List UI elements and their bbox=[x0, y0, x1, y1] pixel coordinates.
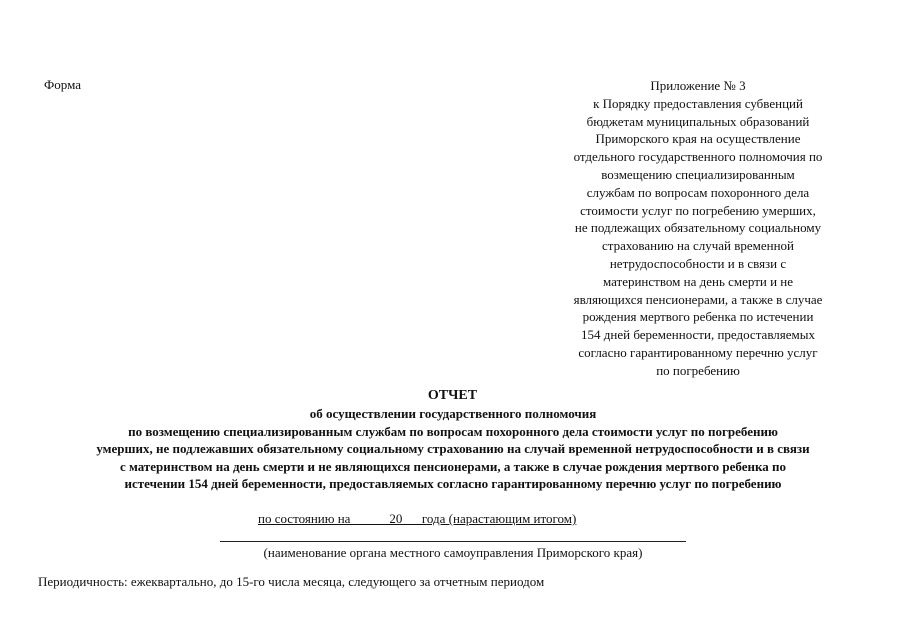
report-heading-line: с материнством на день смерти и не являющихся пенсионерами, а также в случае рождения мертвого ребенка по bbox=[119, 458, 787, 474]
appendix-line: согласно гарантированному перечню услуг bbox=[578, 344, 818, 360]
appendix-line: 154 дней беременности, предоставляемых bbox=[581, 327, 815, 343]
report-title: ОТЧЕТ bbox=[427, 388, 478, 403]
appendix-line: стоимости услуг по погребению умерших, bbox=[580, 202, 816, 218]
appendix-line: возмещению специализированным bbox=[601, 166, 795, 182]
form-label: Форма bbox=[44, 77, 81, 92]
report-heading-line: истечении 154 дней беременности, предоставляемых согласно гарантированному перечню услуг по погребению bbox=[124, 476, 782, 492]
appendix-line: страхованию на случай временной bbox=[601, 238, 795, 254]
org-name-caption: (наименование органа местного самоуправления Приморского края) bbox=[263, 545, 643, 560]
report-heading-line: умерших, не подлежавших обязательному социальному страхованию на случай временной нетрудоспособности и в связи bbox=[96, 441, 810, 457]
appendix-line: Приложение № 3 bbox=[650, 78, 746, 93]
appendix-line: отдельного государственного полномочия по bbox=[573, 149, 823, 165]
appendix-line: рождения мертвого ребенка по истечении bbox=[582, 309, 814, 325]
appendix-line: не подлежащих обязательному социальному bbox=[574, 220, 822, 236]
report-heading-line: по возмещению специализированным службам по вопросам похоронного дела стоимости услуг по погребению bbox=[128, 423, 778, 439]
appendix-line: материнством на день смерти и не bbox=[602, 273, 794, 289]
appendix-line: Приморского края на осуществление bbox=[595, 131, 801, 147]
appendix-line: по погребению bbox=[656, 362, 740, 378]
report-heading bbox=[28, 405, 878, 493]
appendix-line: являющихся пенсионерами, а также в случае bbox=[573, 291, 823, 307]
as-of-date-line: по состоянию на 20 года (нарастающим итогом) bbox=[258, 511, 577, 526]
appendix-line: нетрудоспособности и в связи с bbox=[609, 255, 787, 271]
report-heading-line: об осуществлении государственного полномочия bbox=[309, 406, 597, 421]
appendix-block bbox=[530, 77, 866, 380]
org-name-blank-line bbox=[220, 541, 686, 542]
appendix-line: службам по вопросам похоронного дела bbox=[586, 184, 810, 200]
periodicity-text: Периодичность: ежеквартально, до 15-го числа месяца, следующего за отчетным периодом bbox=[38, 574, 545, 589]
appendix-line: бюджетам муниципальных образований bbox=[586, 113, 810, 129]
appendix-line: к Порядку предоставления субвенций bbox=[593, 95, 803, 111]
